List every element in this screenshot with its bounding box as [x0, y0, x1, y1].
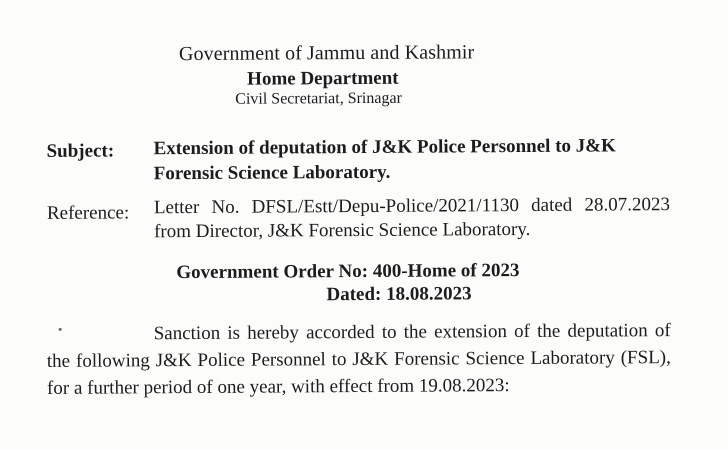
order-date: Dated: 18.08.2023	[326, 283, 472, 306]
reference-label: Reference:	[46, 202, 130, 224]
sanction-paragraph: Sanction is hereby accorded to the extension of the deputation of the following J&K Police Personnel to J&K Forensic Science Laboratory (FSL), for a further period of one year, with effect from 19.08.2023:	[46, 320, 671, 399]
reference-text: Letter No. DFSL/Estt/Depu-Police/2021/1130 dated 28.07.2023 from Director, J&K Forensic Science Laboratory.	[153, 194, 670, 243]
government-title: Government of Jammu and Kashmir	[178, 41, 475, 66]
subject-label: Subject:	[46, 140, 115, 162]
scan-speck	[59, 328, 62, 331]
order-number: Government Order No: 400-Home of 2023	[176, 260, 520, 284]
subject-text: Extension of deputation of J&K Police Personnel to J&K Forensic Science Laboratory.	[153, 135, 616, 185]
secretariat-address: Civil Secretariat, Srinagar	[235, 89, 402, 108]
department-title: Home Department	[247, 67, 399, 90]
